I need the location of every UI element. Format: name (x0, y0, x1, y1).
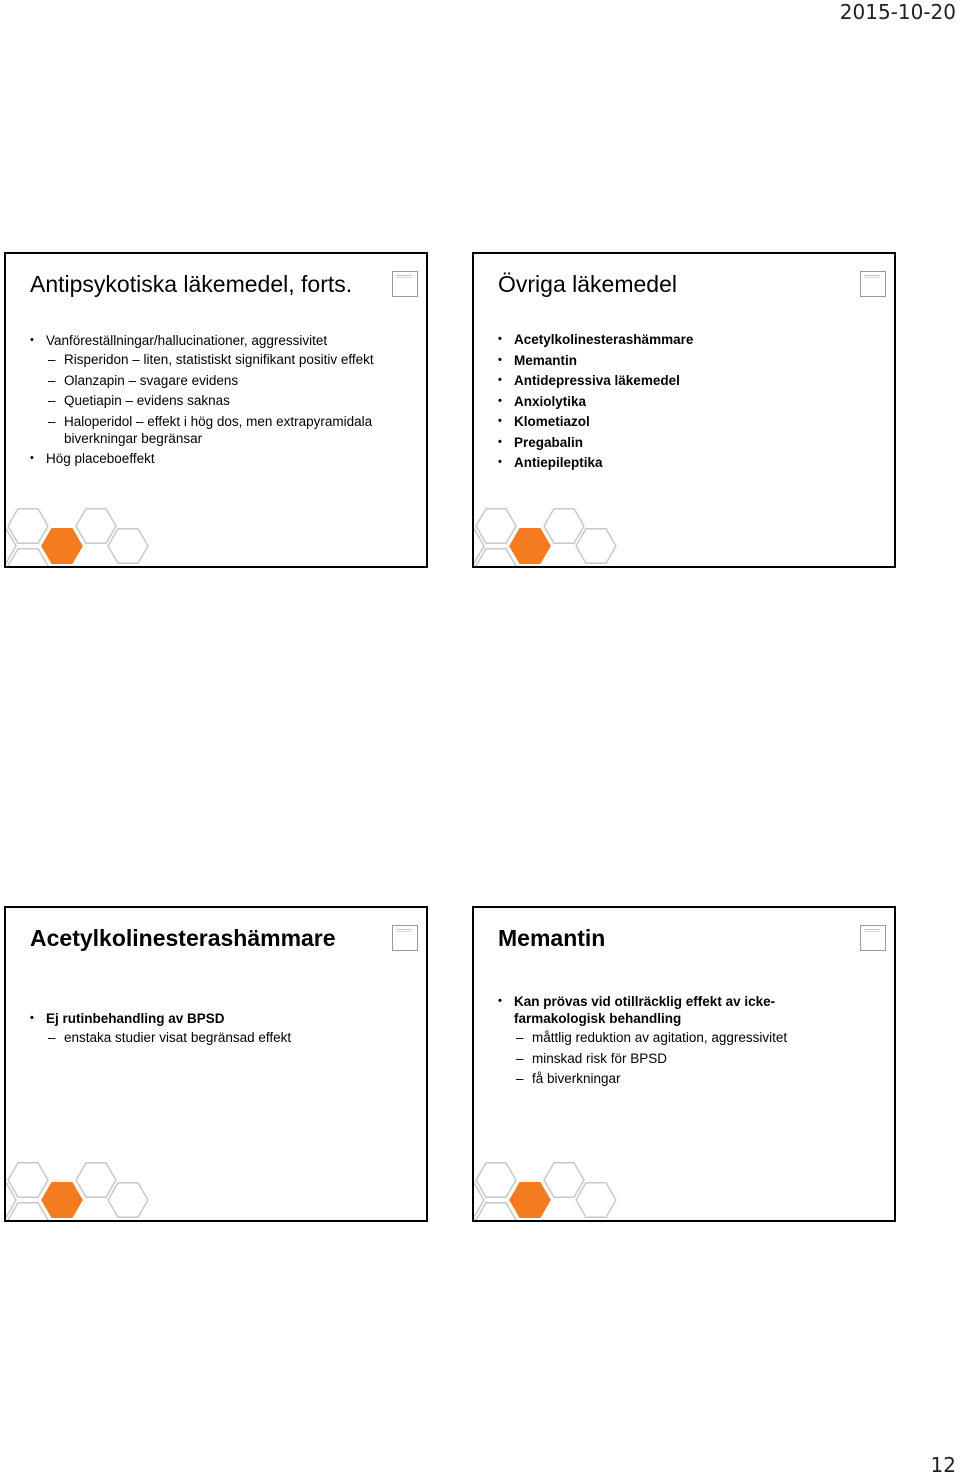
hexagon-outline-icon (108, 529, 148, 564)
bullet-list (28, 332, 414, 471)
sub-item: – Quetiapin – evidens saknas (28, 392, 414, 409)
hexagon-outline-icon (476, 1203, 516, 1220)
slide-title: Antipsykotiska läkemedel, forts. (30, 271, 353, 297)
logo-placeholder-icon (860, 925, 886, 951)
sub-item: – måttlig reduktion av agitation, aggressivitet (496, 1029, 854, 1046)
hexagon-filled-icon (510, 529, 550, 564)
sub-list (514, 1029, 854, 1087)
bullet-text: Ej rutinbehandling av BPSD (46, 1011, 225, 1026)
hexagon-outline-icon (576, 1183, 616, 1218)
logo-placeholder-icon (392, 925, 418, 951)
bullet-item: • Klometiazol (496, 413, 882, 430)
slide-title: Övriga läkemedel (498, 271, 677, 297)
bullet-item (28, 332, 414, 447)
slide-title: Memantin (498, 925, 606, 951)
bullet-item: • Pregabalin (496, 434, 882, 451)
bullet-item (496, 993, 804, 1087)
hexagon-outline-icon (8, 1163, 48, 1198)
page-date: 2015-10-20 (839, 0, 956, 24)
hexagon-outline-icon (8, 549, 48, 566)
slide-title: Acetylkolinesterashämmare (30, 925, 336, 951)
sub-item: – Olanzapin – svagare evidens (28, 372, 414, 389)
sub-item: – minskad risk för BPSD (496, 1050, 854, 1067)
bullet-item: • Acetylkolinesterashämmare (496, 331, 882, 348)
hexagon-outline-icon (76, 509, 116, 544)
hexagon-outline-icon (474, 1183, 484, 1218)
hexagon-outline-icon (76, 1163, 116, 1198)
hexagon-decoration-icon (6, 506, 156, 566)
slide-antipsykotiska (4, 252, 428, 568)
bullet-item (28, 1010, 414, 1046)
hexagon-decoration-icon (6, 1160, 156, 1220)
logo-placeholder-icon (392, 271, 418, 297)
hexagon-outline-icon (476, 549, 516, 566)
sub-item: – enstaka studier visat begränsad effekt (28, 1029, 414, 1046)
hexagon-outline-icon (108, 1183, 148, 1218)
bullet-list (496, 993, 804, 1091)
hexagon-outline-icon (8, 1203, 48, 1220)
bullet-text: Vanföreställningar/hallucinationer, aggressivitet (46, 333, 328, 348)
sub-item: – Risperidon – liten, statistiskt signifikant positiv effekt (28, 351, 414, 368)
hexagon-decoration-icon (474, 1160, 624, 1220)
bullet-item (28, 450, 414, 467)
sub-list (46, 1029, 414, 1046)
bullet-text: Hög placeboeffekt (46, 451, 155, 466)
hexagon-outline-icon (6, 529, 16, 564)
bullet-item: • Anxiolytika (496, 393, 882, 410)
bullet-list (496, 331, 882, 475)
hexagon-filled-icon (510, 1183, 550, 1218)
slide-memantin (472, 906, 896, 1222)
slide-ovriga-lakemedel (472, 252, 896, 568)
hexagon-outline-icon (576, 529, 616, 564)
sub-item: – Haloperidol – effekt i hög dos, men extrapyramidala biverkningar begränsar (28, 413, 414, 447)
hexagon-outline-icon (544, 509, 584, 544)
bullet-item: • Antidepressiva läkemedel (496, 372, 882, 389)
hexagon-outline-icon (8, 509, 48, 544)
hexagon-filled-icon (42, 529, 82, 564)
bullet-item: • Antiepileptika (496, 454, 882, 471)
slide-acetylkolinesterashammare (4, 906, 428, 1222)
hexagon-filled-icon (42, 1183, 82, 1218)
hexagon-decoration-icon (474, 506, 624, 566)
bullet-list (28, 1010, 414, 1050)
bullet-item: • Memantin (496, 352, 882, 369)
hexagon-outline-icon (544, 1163, 584, 1198)
sub-item: – få biverkningar (496, 1070, 854, 1087)
hexagon-outline-icon (476, 509, 516, 544)
hexagon-outline-icon (6, 1183, 16, 1218)
sub-list (46, 351, 414, 447)
logo-placeholder-icon (860, 271, 886, 297)
hexagon-outline-icon (476, 1163, 516, 1198)
page-number: 12 (930, 1453, 956, 1477)
bullet-text: Kan prövas vid otillräcklig effekt av icke-farmakologisk behandling (514, 994, 776, 1026)
hexagon-outline-icon (474, 529, 484, 564)
